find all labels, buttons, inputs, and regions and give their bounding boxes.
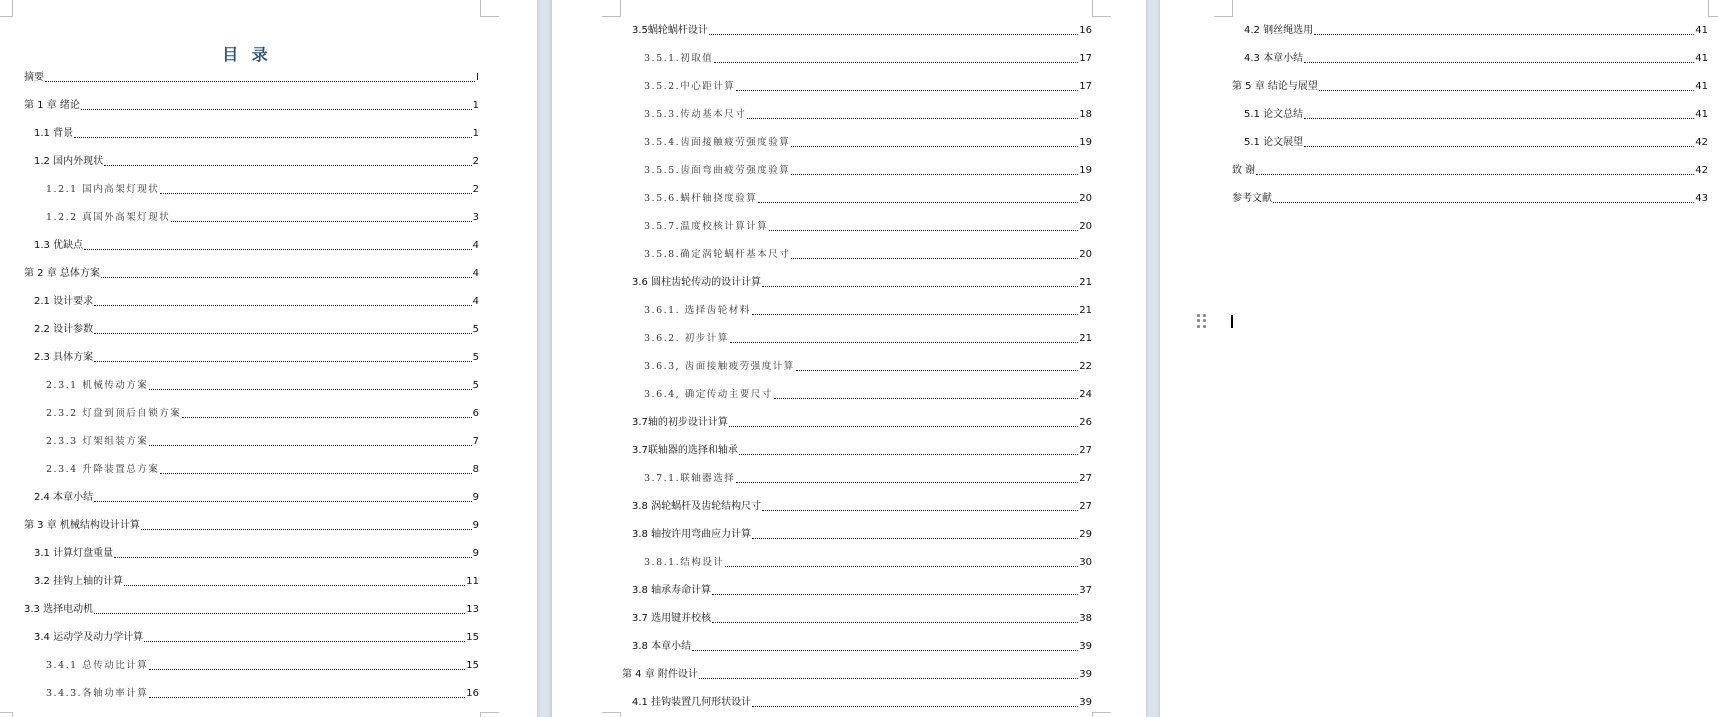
toc-entry[interactable] (34, 544, 479, 560)
dot-leader (762, 286, 1078, 287)
toc-entry[interactable] (46, 684, 479, 700)
toc-entry-label: 4.3 本章小结 (1244, 53, 1304, 64)
toc-entry[interactable] (24, 600, 479, 616)
toc-page-number: 41 (1695, 109, 1708, 120)
dot-leader (736, 482, 1078, 483)
dot-leader (160, 473, 471, 474)
dot-leader (709, 34, 1078, 35)
dot-leader (725, 566, 1078, 567)
toc-page-number: 1 (472, 128, 479, 139)
dot-leader (747, 118, 1078, 119)
margin-corner-mark (480, 712, 499, 717)
toc-page-number: 7 (472, 436, 479, 447)
toc-entry[interactable] (644, 469, 1092, 485)
toc-entry-label: 3.5.5.齿面弯曲疲劳强度验算 (644, 165, 791, 176)
toc-entry-label: 3.8 轴承寿命计算 (632, 585, 712, 596)
toc-entry-label: 第 3 章 机械结构设计计算 (24, 520, 140, 531)
toc-entry-label: 1.2 国内外现状 (34, 156, 104, 167)
margin-corner-mark (1092, 712, 1111, 717)
toc-page-number: 20 (1079, 221, 1092, 232)
toc-entry[interactable] (632, 21, 1092, 37)
dot-leader (769, 230, 1078, 231)
page-3 (1160, 0, 1718, 717)
page-1 (0, 0, 537, 717)
toc-entry-label: 2.3 具体方案 (34, 352, 94, 363)
toc-page-number: 5 (472, 352, 479, 363)
toc-entry-label: 第 4 章 附件设计 (622, 669, 698, 680)
toc-entry-label: 3.7轴的初步设计计算 (632, 417, 728, 428)
toc-entry[interactable] (34, 320, 479, 336)
toc-entry-label: 第 2 章 总体方案 (24, 268, 100, 279)
toc-entry[interactable] (46, 460, 479, 476)
dot-leader (1304, 118, 1694, 119)
dot-leader (144, 641, 465, 642)
dot-leader (84, 249, 472, 250)
dot-leader (752, 706, 1078, 707)
dot-leader (94, 501, 472, 502)
dot-leader (1304, 62, 1694, 63)
toc-entry[interactable] (34, 124, 479, 140)
toc-page-number: 39 (1079, 641, 1092, 652)
toc-entry[interactable] (1232, 77, 1708, 93)
toc-entry-label: 3.1 计算灯盘重量 (34, 548, 114, 559)
toc-entry-label: 第 5 章 结论与展望 (1232, 81, 1318, 92)
toc-entry-label: 3.5.1.初取值 (644, 53, 714, 64)
toc-entry-label: 3.8 本章小结 (632, 641, 692, 652)
toc-entry[interactable] (644, 161, 1092, 177)
dot-leader (1314, 34, 1694, 35)
toc-entry-label: 3.8 轴按许用弯曲应力计算 (632, 529, 752, 540)
toc-page-number: 6 (472, 408, 479, 419)
dot-leader (149, 389, 471, 390)
toc-page-number: 16 (1079, 25, 1092, 36)
toc-entry[interactable] (1244, 133, 1708, 149)
toc-entry[interactable] (644, 245, 1092, 261)
toc-page-number: 27 (1079, 501, 1092, 512)
toc-entry[interactable] (644, 105, 1092, 121)
dot-leader (736, 90, 1078, 91)
toc-entry-label: 3.6.1. 选择齿轮材料 (644, 305, 751, 316)
dot-leader (104, 165, 472, 166)
toc-entry-label: 1.3 优缺点 (34, 240, 84, 251)
toc-entry-label: 摘要 (24, 72, 44, 83)
toc-entry-label: 1.1 背景 (34, 128, 74, 139)
dot-leader (149, 445, 471, 446)
dot-leader (791, 146, 1078, 147)
toc-entry[interactable] (34, 488, 479, 504)
toc-entry[interactable] (632, 693, 1092, 709)
toc-entry-label: 3.5.3.传动基本尺寸 (644, 109, 747, 120)
dot-leader (791, 258, 1078, 259)
toc-entry-label: 3.5.2.中心距计算 (644, 81, 736, 92)
toc-entry[interactable] (46, 432, 479, 448)
toc-entry[interactable] (622, 665, 1092, 681)
toc-entry-label: 4.1 挂钩装置几何形状设计 (632, 697, 752, 708)
toc-entry[interactable] (632, 609, 1092, 625)
toc-page-number: 42 (1695, 137, 1708, 148)
toc-entry-label: 2.2 设计参数 (34, 324, 94, 335)
toc-entry-label: 3.2 挂钩上轴的计算 (34, 576, 124, 587)
dot-leader (45, 81, 475, 82)
toc-entry[interactable] (644, 553, 1092, 569)
toc-entry[interactable] (46, 208, 479, 224)
dot-leader (124, 585, 465, 586)
toc-page-number: 17 (1079, 53, 1092, 64)
toc-page-number: 15 (466, 632, 479, 643)
toc-page-number: 11 (466, 576, 479, 587)
toc-page-number: 41 (1695, 25, 1708, 36)
toc-entry[interactable] (644, 357, 1092, 373)
toc-page-number: 24 (1079, 389, 1092, 400)
toc-entry[interactable] (1232, 189, 1708, 205)
text-cursor (1231, 315, 1233, 328)
toc-entry[interactable] (1244, 105, 1708, 121)
margin-corner-mark (480, 0, 499, 17)
toc-entry[interactable] (24, 516, 479, 532)
toc-entry-label: 2.4 本章小结 (34, 492, 94, 503)
dot-leader (762, 510, 1078, 511)
toc-entry-label: 3.7 选用键并校核 (632, 613, 712, 624)
toc-entry-label: 2.3.4 升降装置总方案 (46, 464, 160, 475)
toc-entry-label: 3.7联轴器的选择和轴承 (632, 445, 738, 456)
toc-entry[interactable] (34, 152, 479, 168)
toc-page-number: 18 (1079, 109, 1092, 120)
toc-entry-label: 3.6.4, 确定传动主要尺寸 (644, 389, 773, 400)
toc-page-number: 29 (1079, 529, 1092, 540)
toc-page-number: 41 (1695, 53, 1708, 64)
toc-page-number: 15 (466, 660, 479, 671)
toc-entry-label: 1.2.1 国内高架灯现状 (46, 184, 160, 195)
toc-entry-label: 3.7.1.联轴器选择 (644, 473, 736, 484)
page-gutter (537, 0, 552, 717)
toc-entry-label: 4.2 钢丝绳选用 (1244, 25, 1314, 36)
toc-page-number: 4 (472, 268, 479, 279)
toc-page-number: 9 (472, 492, 479, 503)
toc-entry[interactable] (632, 413, 1092, 429)
toc-page-number: 38 (1079, 613, 1092, 624)
toc-page-number: 3 (472, 212, 479, 223)
toc-page-number: 9 (472, 548, 479, 559)
toc-entry-label: 3.8 涡轮蜗杆及齿轮结构尺寸 (632, 501, 762, 512)
toc-entry[interactable] (644, 385, 1092, 401)
toc-page-number: 39 (1079, 669, 1092, 680)
dot-leader (101, 277, 472, 278)
toc-page-number: 41 (1695, 81, 1708, 92)
toc-entry[interactable] (34, 628, 479, 644)
dot-leader (94, 613, 465, 614)
toc-entry-label: 3.4.1 总传动比计算 (46, 660, 149, 671)
toc-entry[interactable] (24, 96, 479, 112)
toc-entry-label: 2.3.1 机械传动方案 (46, 380, 149, 391)
toc-page-number: 21 (1079, 333, 1092, 344)
toc-page-number: 26 (1079, 417, 1092, 428)
toc-page-number: 43 (1695, 193, 1708, 204)
dot-leader (114, 557, 472, 558)
dot-leader (739, 454, 1078, 455)
dot-leader (1273, 202, 1694, 203)
toc-entry[interactable] (644, 217, 1092, 233)
dot-leader (94, 333, 472, 334)
toc-page-number: 2 (472, 156, 479, 167)
toc-page-number: 20 (1079, 249, 1092, 260)
dot-leader (730, 342, 1079, 343)
toc-page-number: 9 (472, 520, 479, 531)
toc-page-number: 42 (1695, 165, 1708, 176)
toc-page-number: 19 (1079, 165, 1092, 176)
dot-leader (729, 426, 1078, 427)
dot-leader (171, 221, 471, 222)
toc-entry[interactable] (46, 180, 479, 196)
toc-page-number: 30 (1079, 557, 1092, 568)
toc-page-number: 21 (1079, 277, 1092, 288)
toc-entry-label: 3.8.1.结构设计 (644, 557, 725, 568)
drag-handle-icon[interactable] (1197, 314, 1207, 328)
toc-page-number: 20 (1079, 193, 1092, 204)
toc-title: 目 录 (222, 45, 272, 64)
dot-leader (160, 193, 471, 194)
toc-page-number: I (476, 72, 479, 83)
dot-leader (1304, 146, 1694, 147)
toc-entry[interactable] (1244, 21, 1708, 37)
toc-page-number: 19 (1079, 137, 1092, 148)
toc-entry[interactable] (46, 404, 479, 420)
dot-leader (758, 202, 1078, 203)
dot-leader (182, 417, 471, 418)
toc-entry[interactable] (1244, 49, 1708, 65)
toc-entry[interactable] (34, 572, 479, 588)
toc-entry[interactable] (24, 264, 479, 280)
page-gutter (1146, 0, 1160, 717)
toc-page-number: 22 (1079, 361, 1092, 372)
toc-entry[interactable] (46, 376, 479, 392)
toc-entry[interactable] (632, 441, 1092, 457)
toc-entry[interactable] (34, 292, 479, 308)
dot-leader (94, 361, 472, 362)
dot-leader (149, 669, 465, 670)
dot-leader (752, 314, 1079, 315)
toc-entry-label: 3.5蜗轮蜗杆设计 (632, 25, 708, 36)
toc-entry-label: 3.6.3, 齿面接触疲劳强度计算 (644, 361, 795, 372)
toc-entry-label: 3.5.7.温度校核计算计算 (644, 221, 769, 232)
toc-entry-label: 3.5.4.齿面接触疲劳强度验算 (644, 137, 791, 148)
dot-leader (1256, 174, 1694, 175)
dot-leader (699, 678, 1078, 679)
toc-entry[interactable] (644, 133, 1092, 149)
toc-entry-label: 参考文献 (1232, 193, 1272, 204)
margin-corner-mark (0, 0, 13, 17)
toc-entry[interactable] (644, 77, 1092, 93)
toc-page-number: 39 (1079, 697, 1092, 708)
dot-leader (94, 305, 472, 306)
toc-entry[interactable] (644, 301, 1092, 317)
toc-entry-label: 3.5.8.确定涡轮蜗杆基本尺寸 (644, 249, 791, 260)
dot-leader (692, 650, 1078, 651)
toc-entry-label: 3.5.6.蜗杆轴挠度验算 (644, 193, 758, 204)
toc-entry[interactable] (34, 236, 479, 252)
dot-leader (81, 109, 472, 110)
toc-entry[interactable] (644, 329, 1092, 345)
dot-leader (774, 398, 1079, 399)
toc-entry-label: 3.3 选择电动机 (24, 604, 94, 615)
dot-leader (712, 622, 1078, 623)
toc-entry-label: 第 1 章 绪论 (24, 100, 80, 111)
toc-page-number: 27 (1079, 473, 1092, 484)
margin-corner-mark (1214, 0, 1233, 17)
toc-entry-label: 2.3.2 灯盘到顶后自锁方案 (46, 408, 182, 419)
toc-page-number: 21 (1079, 305, 1092, 316)
toc-entry[interactable] (632, 637, 1092, 653)
toc-page-number: 4 (472, 240, 479, 251)
toc-entry-label: 5.1 论文展望 (1244, 137, 1304, 148)
toc-entry-label: 3.6.2. 初步计算 (644, 333, 729, 344)
toc-page-number: 2 (472, 184, 479, 195)
dot-leader (752, 538, 1078, 539)
toc-page-number: 16 (466, 688, 479, 699)
toc-page-number: 27 (1079, 445, 1092, 456)
toc-entry-label: 3.6 圆柱齿轮传动的设计计算 (632, 277, 762, 288)
toc-entry-label: 致 谢 (1232, 165, 1256, 176)
toc-entry[interactable] (632, 497, 1092, 513)
margin-corner-mark (602, 0, 621, 17)
toc-entry[interactable] (632, 581, 1092, 597)
margin-corner-mark (602, 712, 621, 717)
toc-page-number: 1 (472, 100, 479, 111)
dot-leader (141, 529, 472, 530)
toc-entry[interactable] (632, 525, 1092, 541)
toc-entry[interactable] (1232, 161, 1708, 177)
toc-entry-label: 2.3.3 灯架组装方案 (46, 436, 149, 447)
toc-entry-label: 3.4 运动学及动力学计算 (34, 632, 144, 643)
toc-page-number: 37 (1079, 585, 1092, 596)
toc-page-number: 4 (472, 296, 479, 307)
margin-corner-mark (1092, 0, 1111, 17)
toc-entry[interactable] (644, 49, 1092, 65)
dot-leader (1319, 90, 1694, 91)
toc-entry[interactable] (632, 273, 1092, 289)
toc-entry[interactable] (644, 189, 1092, 205)
toc-page-number: 5 (472, 380, 479, 391)
dot-leader (796, 370, 1079, 371)
toc-entry-label: 1.2.2 真国外高架灯现状 (46, 212, 171, 223)
dot-leader (149, 697, 465, 698)
margin-corner-mark (1708, 0, 1718, 17)
toc-entry-label: 2.1 设计要求 (34, 296, 94, 307)
toc-entry[interactable] (34, 348, 479, 364)
toc-entry[interactable] (24, 68, 479, 84)
toc-entry-label: 5.1 论文总结 (1244, 109, 1304, 120)
dot-leader (791, 174, 1078, 175)
toc-page-number: 17 (1079, 81, 1092, 92)
toc-page-number: 5 (472, 324, 479, 335)
dot-leader (74, 137, 472, 138)
page-2 (552, 0, 1146, 717)
toc-entry[interactable] (46, 656, 479, 672)
toc-entry-label: 3.4.3.各轴功率计算 (46, 688, 149, 699)
margin-corner-mark (0, 712, 13, 717)
toc-page-number: 13 (466, 604, 479, 615)
toc-page-number: 8 (472, 464, 479, 475)
dot-leader (714, 62, 1078, 63)
dot-leader (712, 594, 1078, 595)
